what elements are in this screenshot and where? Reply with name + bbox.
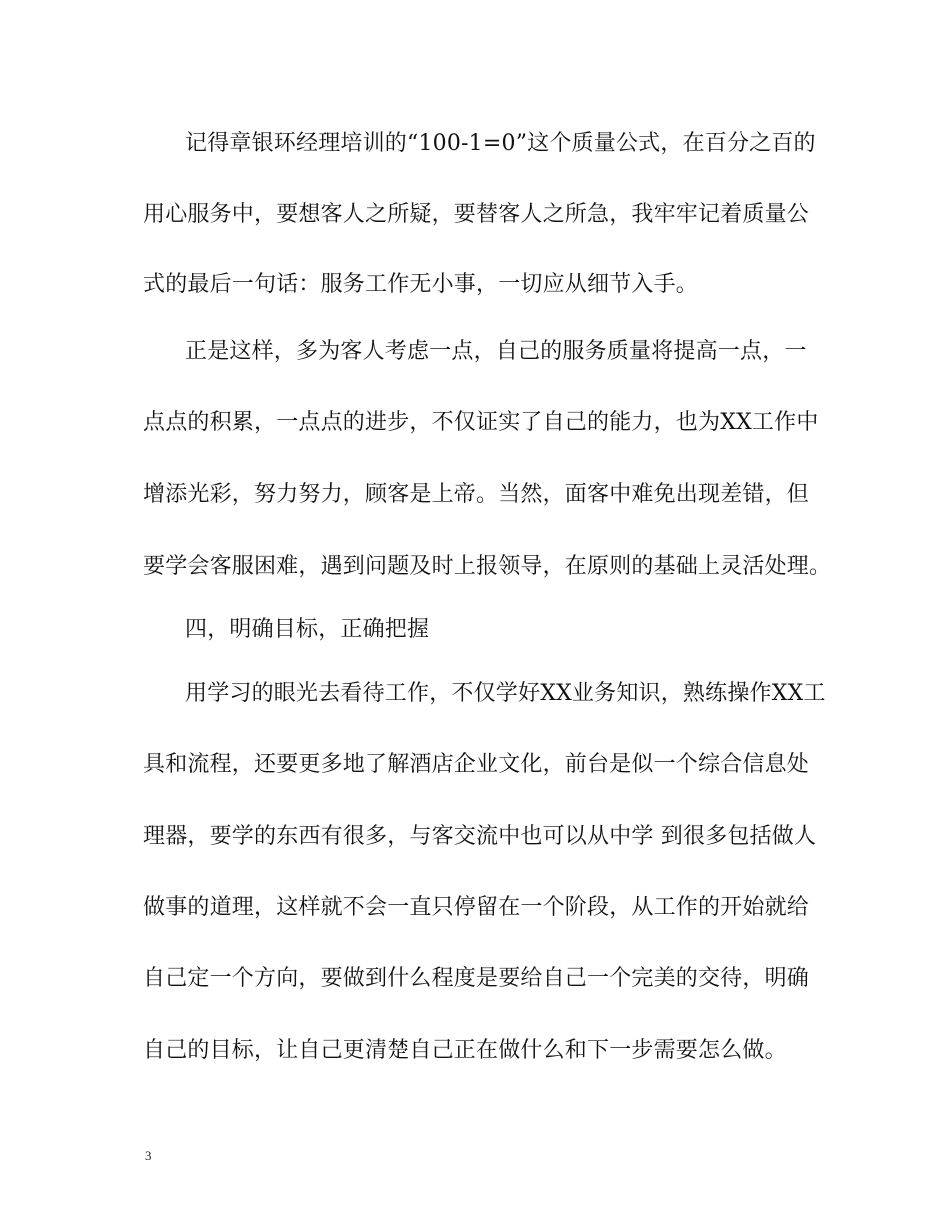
paragraph-2-line-2: 点点的积累，一点点的进步，不仅证实了自己的能力，也为XX工作中 bbox=[143, 410, 819, 435]
paragraph-3-line-4: 做事的道理，这样就不会一直只停留在一个阶段，从工作的开始就给 bbox=[143, 895, 810, 920]
section-heading: 四，明确目标，正确把握 bbox=[185, 617, 430, 642]
paragraph-3-line-6: 自己的目标，让自己更清楚自己正在做什么和下一步需要怎么做。 bbox=[143, 1038, 787, 1063]
page-number: 3 bbox=[145, 1148, 152, 1163]
paragraph-3-line-1: 用学习的眼光去看待工作，不仅学好XX业务知识，熟练操作XX工 bbox=[185, 681, 826, 706]
paragraph-2-line-1: 正是这样，多为客人考虑一点，自己的服务质量将提高一点，一 bbox=[185, 339, 807, 364]
paragraph-2-line-4: 要学会客服困难，遇到问题及时上报领导，在原则的基础上灵活处理。 bbox=[143, 554, 832, 579]
paragraph-3-line-3: 理器，要学的东西有很多，与客交流中也可以从中学 到很多包括做人 bbox=[143, 824, 817, 849]
paragraph-3-line-5: 自己定一个方向，要做到什么程度是要给自己一个完美的交待，明确 bbox=[143, 966, 810, 991]
paragraph-2-line-3: 增添光彩，努力努力，顾客是上帝。当然，面客中难免出现差错，但 bbox=[143, 482, 810, 507]
paragraph-1-line-3: 式的最后一句话：服务工作无小事，一切应从细节入手。 bbox=[143, 272, 699, 297]
paragraph-1-line-2: 用心服务中，要想客人之所疑，要替客人之所急，我牢牢记着质量公 bbox=[143, 202, 810, 227]
paragraph-3-line-2: 具和流程，还要更多地了解酒店企业文化，前台是似一个综合信息处 bbox=[143, 752, 810, 777]
paragraph-1-line-1: 记得章银环经理培训的“100-1=0”这个质量公式，在百分之百的 bbox=[185, 131, 816, 156]
